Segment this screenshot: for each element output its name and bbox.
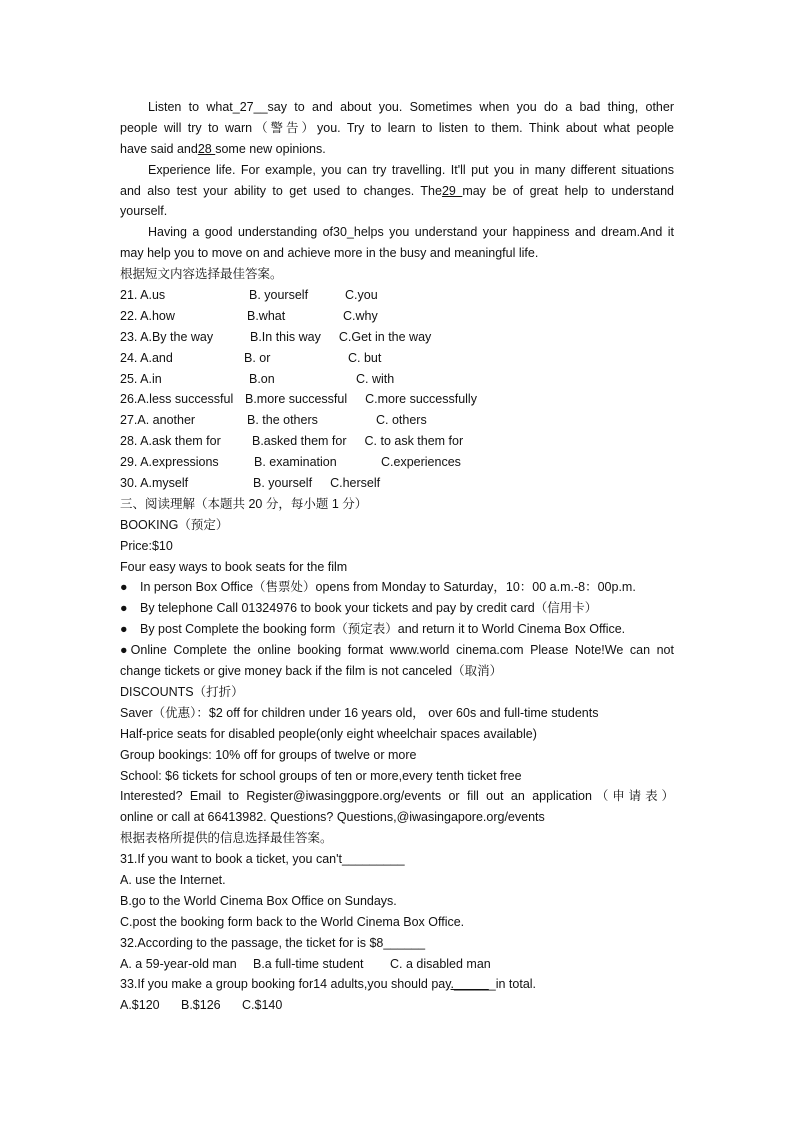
booking-way: ● In person Box Office（售票处）opens from Monday to Saturday，10：00 a.m.-8：00p.m. <box>120 577 674 598</box>
option-b: B.more successful <box>245 392 348 407</box>
option-a: 26.A.less successful <box>120 392 234 407</box>
blank-28: 28 <box>197 141 216 156</box>
question-32-stem: 32.According to the passage, the ticket for is $8______ <box>120 935 426 950</box>
option-c: C. with <box>356 371 395 386</box>
booking-way: ● By post Complete the booking form（预定表）and return it to World Cinema Box Office. <box>120 619 674 640</box>
booking-note: change tickets or give money back if the film is not canceled（取消） <box>120 664 503 679</box>
question-row <box>120 431 674 452</box>
option-c: C. but <box>348 350 382 365</box>
bullet-icon: ● <box>120 622 128 637</box>
question-row <box>120 285 674 306</box>
question-33-stem: 33.If you make a group booking for14 adults,you should pay.______in total. <box>120 977 537 992</box>
bullet-icon: ● <box>120 601 128 616</box>
option-c: C.experiences <box>381 455 461 470</box>
section-instruction: 根据短文内容选择最佳答案。 <box>120 267 283 282</box>
question-31-option-a: A. use the Internet. <box>120 872 226 887</box>
question-row <box>120 452 674 473</box>
question-row <box>120 410 674 431</box>
option-a: 30. A.myself <box>120 476 189 491</box>
discount-item: Saver（优惠）：$2 off for children under 16 years old， over 60s and full-time students <box>120 705 599 720</box>
booking-way: ●Online Complete the online booking format www.world cinema.com Please Note!We can not <box>120 643 674 658</box>
option-b: B. or <box>244 350 271 365</box>
option-b: B.on <box>249 371 275 386</box>
discount-item: Group bookings: 10% off for groups of twelve or more <box>120 747 417 762</box>
passage-line: and also test your ability to get used to changes. The29 may be of great help to understand <box>120 183 674 198</box>
booking-price: Price:$10 <box>120 538 173 553</box>
question-row <box>120 348 674 369</box>
section-heading: 三、阅读理解（本题共 20 分，每小题 1 分） <box>120 496 368 511</box>
passage-line: Listen to what_27__say to and about you. Sometimes when you do a bad thing, other <box>148 100 674 114</box>
passage-line: Experience life. For example, you can try travelling. It'll put you in many different situations <box>148 162 674 177</box>
option-c: C. a disabled man <box>390 956 491 971</box>
option-c: C. to ask them for <box>364 434 464 449</box>
option-a: 29. A.expressions <box>120 455 219 470</box>
discounts-title: DISCOUNTS（打折） <box>120 684 244 699</box>
discount-contact: online or call at 66413982. Questions? Questions,@iwasingapore.org/events <box>120 810 545 825</box>
option-b: B. yourself <box>249 288 309 303</box>
question-33-options <box>120 995 674 1016</box>
option-b: B.a full-time student <box>253 956 364 971</box>
question-32-options <box>120 954 674 975</box>
option-a: 27.A. another <box>120 413 196 428</box>
option-a: A.$120 <box>120 998 160 1013</box>
passage-line: Having a good understanding of30_helps you understand your happiness and dream.And it <box>148 225 674 240</box>
discount-item: Half-price seats for disabled people(only eight wheelchair spaces available) <box>120 726 537 741</box>
document-content <box>120 97 674 1016</box>
passage-line: yourself. <box>120 204 168 219</box>
bullet-icon: ● <box>120 580 128 595</box>
question-list <box>120 285 674 494</box>
option-a: 21. A.us <box>120 288 166 303</box>
option-b: B. yourself <box>253 476 313 491</box>
booking-title: BOOKING（预定） <box>120 517 229 532</box>
option-a: 22. A.how <box>120 308 175 323</box>
booking-intro: Four easy ways to book seats for the film <box>120 559 348 574</box>
bullet-icon: ● <box>120 643 131 658</box>
blank-29: 29 <box>441 183 463 198</box>
option-c: C.herself <box>330 476 381 491</box>
option-c: C.Get in the way <box>338 329 432 344</box>
option-b: B.In this way <box>250 329 321 344</box>
option-c: C.why <box>343 308 378 323</box>
passage-line: may help you to move on and achieve more in the busy and meaningful life. <box>120 246 539 261</box>
option-a: 23. A.By the way <box>120 329 214 344</box>
option-a: 24. A.and <box>120 350 173 365</box>
question-row <box>120 327 674 348</box>
question-31-option-c: C.post the booking form back to the World Cinema Box Office. <box>120 914 465 929</box>
option-a: A. a 59-year-old man <box>120 956 237 971</box>
option-b: B.asked them for <box>252 434 347 449</box>
option-b: B.what <box>247 308 286 323</box>
option-c: C.$140 <box>242 998 283 1013</box>
question-row <box>120 306 674 327</box>
option-b: B.$126 <box>181 998 221 1013</box>
option-b: B. the others <box>247 413 318 428</box>
option-a: 28. A.ask them for <box>120 434 221 449</box>
question-row <box>120 389 674 410</box>
booking-way: ● By telephone Call 01324976 to book your tickets and pay by credit card（信用卡） <box>120 598 674 619</box>
discount-item: School: $6 tickets for school groups of ten or more,every tenth ticket free <box>120 768 522 783</box>
question-row <box>120 473 674 494</box>
question-row <box>120 369 674 390</box>
question-31-stem: 31.If you want to book a ticket, you can't_________ <box>120 852 405 867</box>
option-c: C. others <box>376 413 427 428</box>
option-c: C.you <box>345 288 378 303</box>
section-instruction: 根据表格所提供的信息选择最佳答案。 <box>120 831 333 846</box>
passage-line: people will try to warn（警告）you. Try to learn to listen to them. Think about what people <box>120 120 674 135</box>
option-c: C.more successfully <box>365 392 477 407</box>
passage-line: have said and28 some new opinions. <box>120 141 326 156</box>
option-a: 25. A.in <box>120 371 162 386</box>
option-b: B. examination <box>254 455 337 470</box>
question-31-option-b: B.go to the World Cinema Box Office on Sundays. <box>120 893 397 908</box>
discount-contact: Interested? Email to Register@iwasinggpore.org/events or fill out an application（申请表） <box>120 789 674 804</box>
